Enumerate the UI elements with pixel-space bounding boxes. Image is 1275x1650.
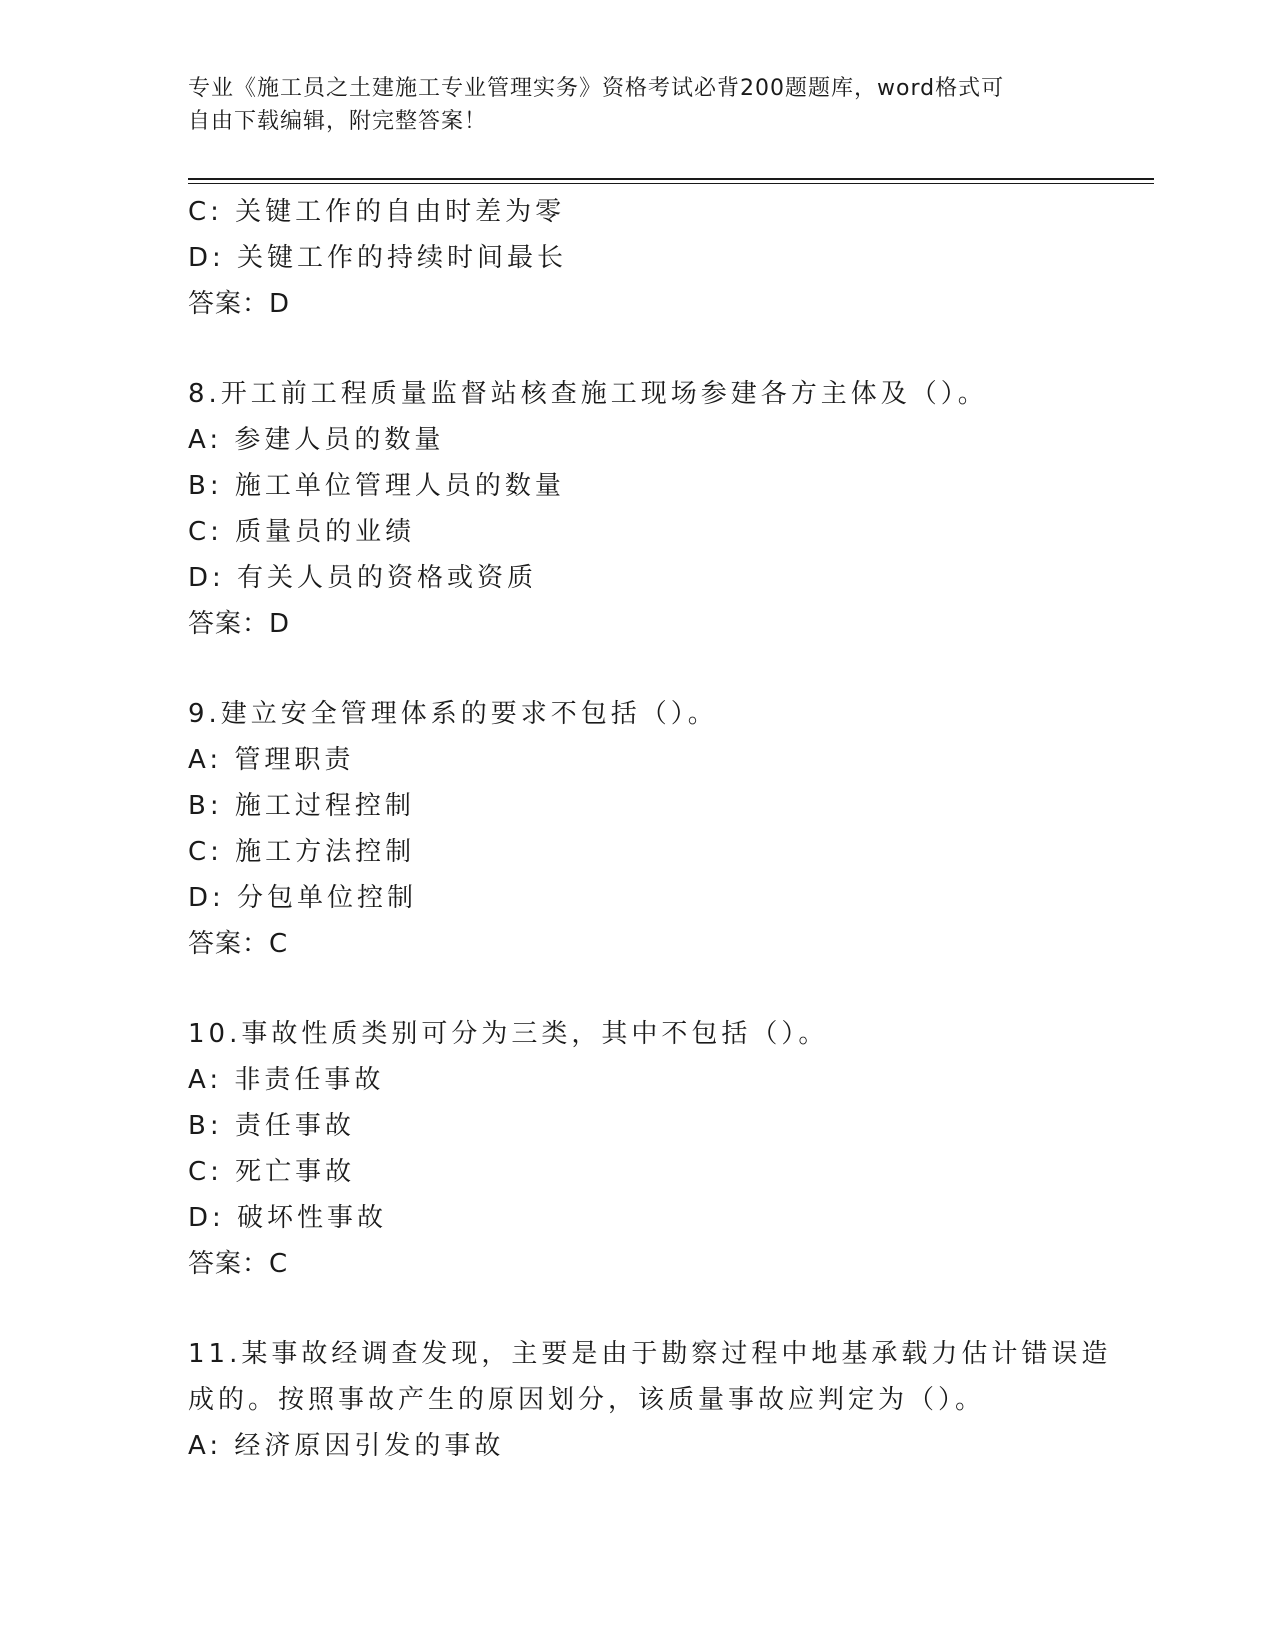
question-stem: 9.建立安全管理体系的要求不包括（）。 bbox=[188, 699, 718, 729]
header-divider-thin bbox=[188, 183, 1154, 184]
option-d: D: 分包单位控制 bbox=[188, 883, 418, 913]
option-b: B: 施工单位管理人员的数量 bbox=[188, 471, 565, 501]
answer: 答案：C bbox=[188, 929, 289, 959]
option-a: A: 管理职责 bbox=[188, 745, 355, 775]
question-stem: 8.开工前工程质量监督站核查施工现场参建各方主体及（）。 bbox=[188, 379, 988, 409]
header-divider-thick bbox=[188, 178, 1154, 180]
question-stem: 10.事故性质类别可分为三类，其中不包括（）。 bbox=[188, 1019, 829, 1049]
question-list bbox=[188, 189, 1112, 1469]
answer: 答案：D bbox=[188, 289, 291, 319]
question-stem-line-1: 11.某事故经调查发现，主要是由于勘察过程中地基承载力估计错误造 bbox=[188, 1339, 1112, 1369]
option-d: D: 有关人员的资格或资质 bbox=[188, 563, 538, 593]
question-8 bbox=[188, 371, 1088, 647]
header-title-line-1: 专业《施工员之土建施工专业管理实务》资格考试必背200题题库，word格式可 bbox=[188, 76, 1005, 101]
option-c: C: 关键工作的自由时差为零 bbox=[188, 197, 566, 227]
spacer bbox=[188, 1287, 1088, 1331]
option-d: D: 关键工作的持续时间最长 bbox=[188, 243, 568, 273]
question-7-partial bbox=[188, 189, 1088, 327]
spacer bbox=[188, 327, 1088, 371]
option-a: A: 非责任事故 bbox=[188, 1065, 385, 1095]
option-b: B: 责任事故 bbox=[188, 1111, 355, 1141]
option-a: A: 经济原因引发的事故 bbox=[188, 1431, 505, 1461]
option-c: C: 质量员的业绩 bbox=[188, 517, 416, 547]
question-10 bbox=[188, 1011, 1088, 1287]
answer: 答案：C bbox=[188, 1249, 289, 1279]
header-title-line-2: 自由下载编辑，附完整答案！ bbox=[188, 109, 488, 134]
question-9 bbox=[188, 691, 1088, 967]
answer: 答案：D bbox=[188, 609, 291, 639]
spacer bbox=[188, 967, 1088, 1011]
option-a: A: 参建人员的数量 bbox=[188, 425, 445, 455]
option-c: C: 施工方法控制 bbox=[188, 837, 416, 867]
spacer bbox=[188, 647, 1088, 691]
document-header bbox=[188, 72, 1088, 138]
question-stem-line-2: 成的。按照事故产生的原因划分，该质量事故应判定为（）。 bbox=[188, 1385, 986, 1415]
option-d: D: 破坏性事故 bbox=[188, 1203, 388, 1233]
option-c: C: 死亡事故 bbox=[188, 1157, 356, 1187]
question-11 bbox=[188, 1331, 1112, 1469]
option-b: B: 施工过程控制 bbox=[188, 791, 415, 821]
